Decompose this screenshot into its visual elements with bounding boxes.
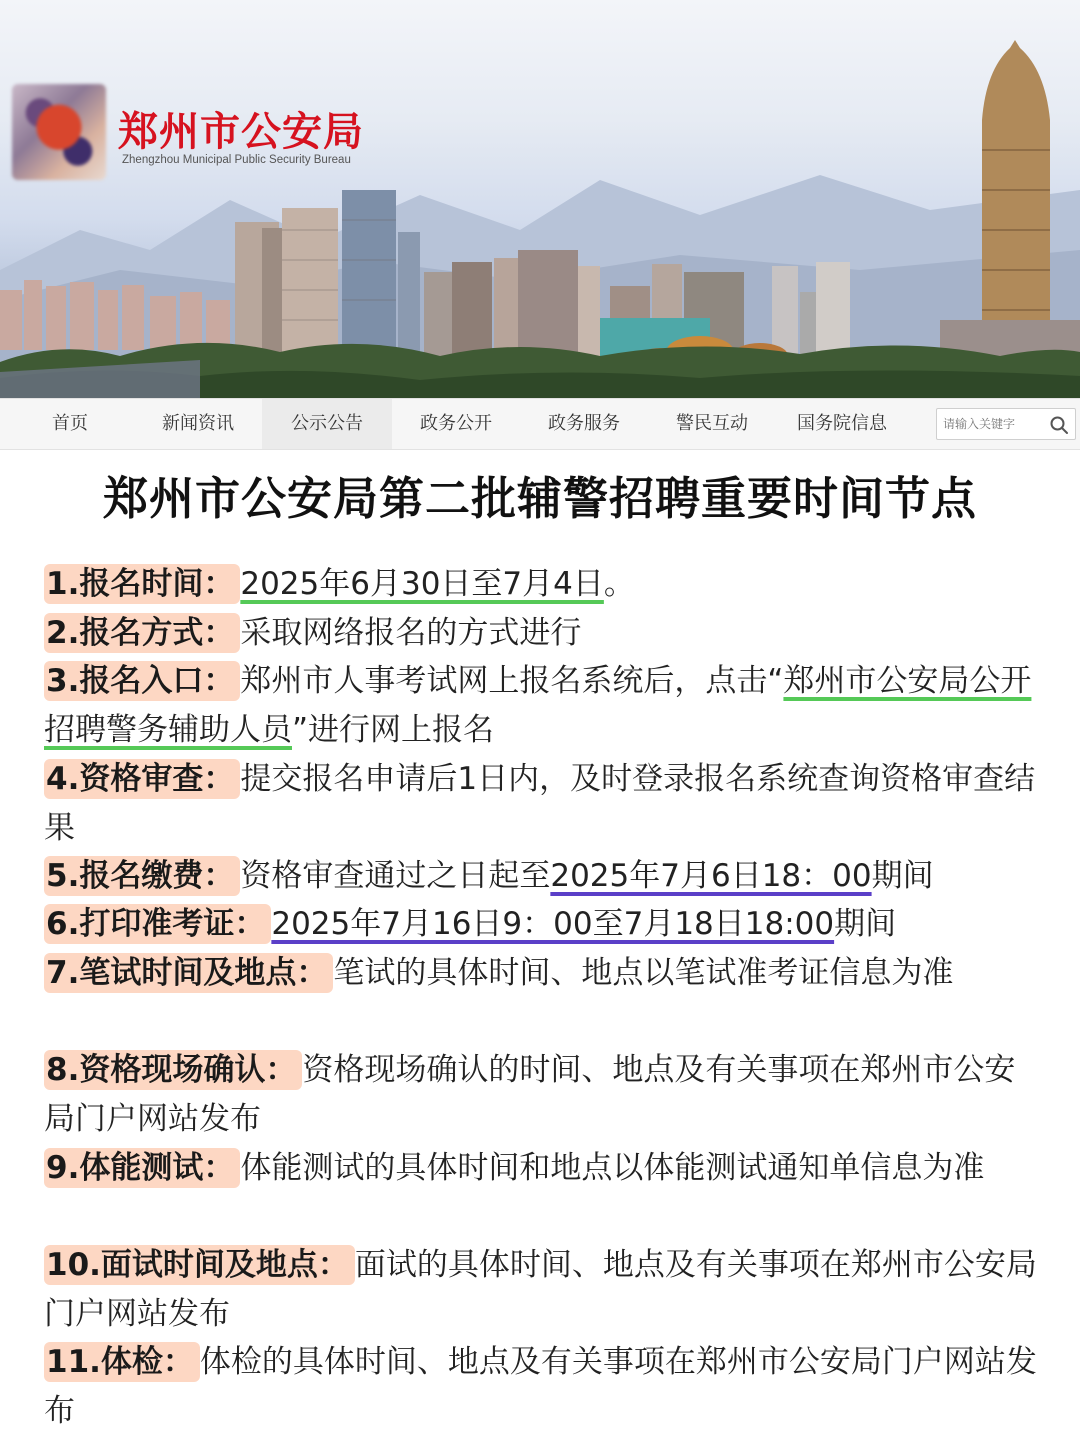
nav-item-news[interactable]: 新闻资讯 [162,413,234,434]
item-label: 5.报名缴费： [44,856,240,896]
item-label: 11.体检： [44,1342,200,1382]
list-item-5 [44,852,1040,901]
header-banner [0,0,1080,398]
list-item-2 [44,609,1040,658]
search-box [936,408,1076,440]
list-item-9 [44,1144,1040,1193]
item-text: 资格现场确认的时间、地点及有关事项在郑州市公安局门户网站发布 [44,1052,1016,1137]
item-label: 1.报名时间： [44,564,240,604]
item-text: 采取网络报名的方式进行 [240,615,582,651]
list-item-11 [44,1338,1040,1435]
list-item-6 [44,900,1040,949]
nav-item-announcements[interactable]: 公示公告 [262,399,392,449]
item-text: 笔试的具体时间、地点以笔试准考证信息为准 [333,955,954,991]
main-nav [0,398,1080,450]
item-text: 提交报名申请后1日内，及时登录报名系统查询资格审查结果 [44,761,1036,846]
item-label: 2.报名方式： [44,613,240,653]
item-text: 期间 [834,906,897,942]
nav-item-police-interaction[interactable]: 警民互动 [676,413,748,434]
list-item-3 [44,657,1040,754]
item-text: 郑州市人事考试网上报名系统后，点击“ [240,663,784,699]
page-title: 郑州市公安局第二批辅警招聘重要时间节点 [102,472,977,525]
item-label: 4.资格审查： [44,759,240,799]
nav-item-home[interactable]: 首页 [52,413,88,434]
item-text: ”进行网上报名 [292,711,495,748]
nav-item-gov-services[interactable]: 政务服务 [548,413,620,434]
list-item-7 [44,949,1040,998]
registration-link[interactable]: 郑州市公安局公开招聘警务辅助人员 [44,663,1032,748]
item-text: 面试的具体时间、地点及有关事项在郑州市公安局门户网站发布 [44,1247,1037,1332]
item-text: 体能测试的具体时间和地点以体能测试通知单信息为准 [240,1150,985,1186]
list-item-8 [44,1046,1040,1143]
item-label: 9.体能测试： [44,1148,240,1188]
city-skyline-image [0,0,1080,398]
site-subtitle: Zhengzhou Municipal Public Security Bureau [122,154,351,166]
item-label: 8.资格现场确认： [44,1050,302,1090]
item-text: 。 [603,566,635,602]
nav-item-state-council[interactable]: 国务院信息 [797,413,887,434]
police-emblem-icon [12,84,106,180]
nav-item-gov-affairs[interactable]: 政务公开 [420,413,492,434]
search-input[interactable] [943,413,1043,435]
list-item-4 [44,755,1040,852]
search-icon[interactable] [1049,415,1069,435]
item-label: 10.面试时间及地点： [44,1245,355,1285]
site-title: 郑州市公安局 [118,109,364,155]
item-text: 资格审查通过之日起至 [240,858,551,894]
item-label: 7.笔试时间及地点： [44,953,333,993]
item-date: 2025年7月6日18：00 [550,858,872,894]
item-label: 6.打印准考证： [44,904,271,944]
item-date: 2025年6月30日至7月4日 [240,566,604,602]
item-label: 3.报名入口： [44,661,240,701]
list-item-1 [44,560,1040,609]
item-date: 2025年7月16日9：00至7月18日18:00 [271,906,835,942]
item-text: 期间 [871,858,934,894]
list-item-10 [44,1241,1040,1338]
site-brand[interactable] [12,84,412,184]
item-text: 体检的具体时间、地点及有关事项在郑州市公安局门户网站发布 [44,1344,1037,1429]
